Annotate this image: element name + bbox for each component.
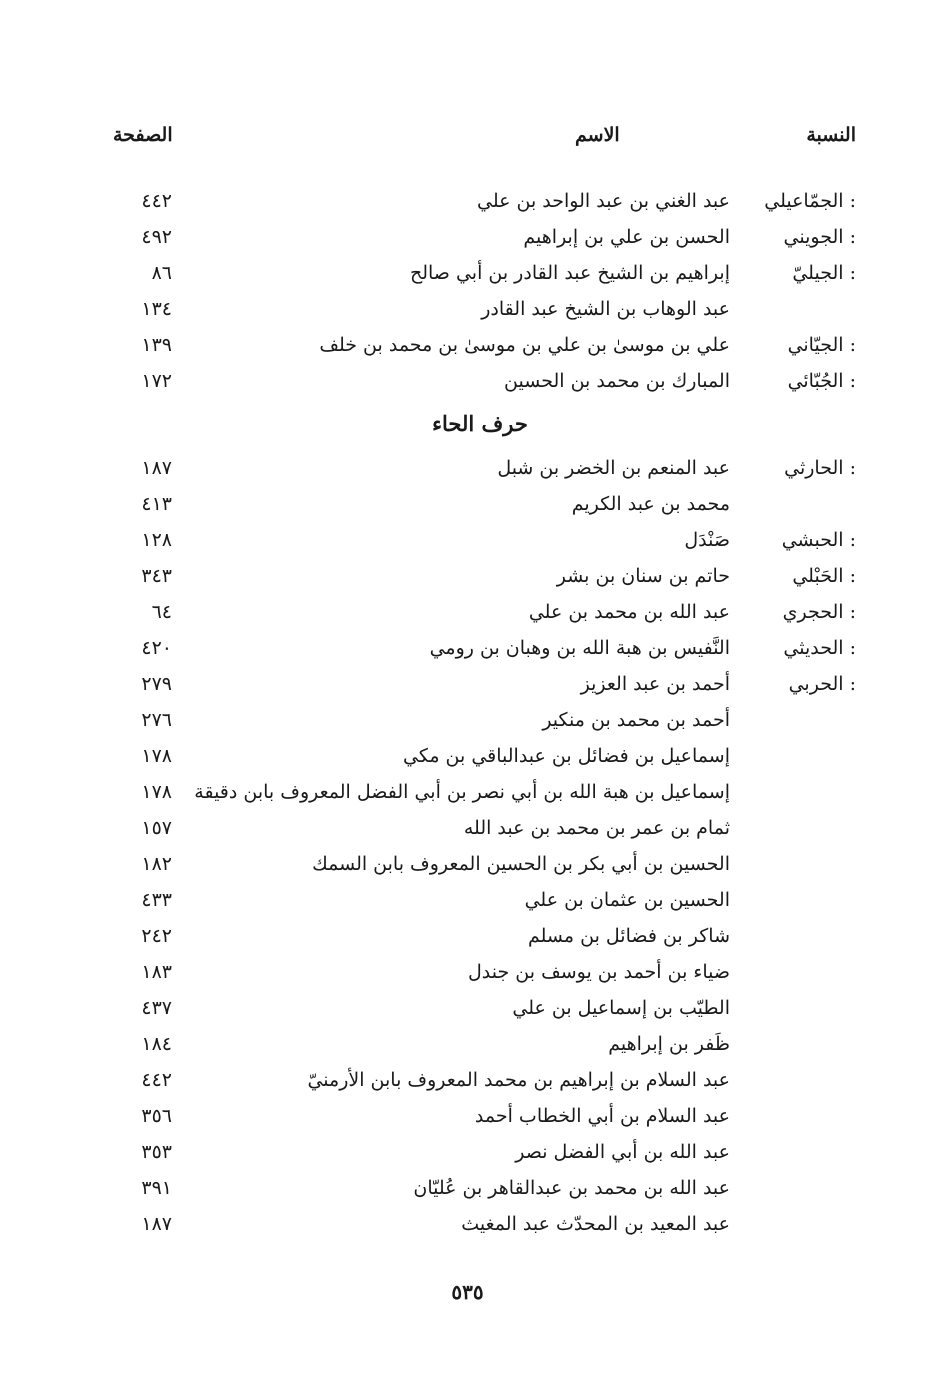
page-cell: ٣٥٦ (141, 1105, 172, 1127)
name-cell: صَنْدَل (684, 529, 730, 551)
page-cell: ٣٥٣ (141, 1141, 172, 1163)
page-cell: ٤٤٢ (141, 190, 172, 212)
page-cell: ٤٣٧ (141, 997, 172, 1019)
page-cell: ١٨٣ (141, 961, 172, 983)
page-cell: ٣٩١ (141, 1177, 172, 1199)
nisba-cell: الحَبْلي : (792, 565, 856, 587)
table-row (0, 738, 935, 774)
page-cell: ٢٧٩ (141, 673, 172, 695)
page-cell: ١٧٢ (141, 370, 172, 392)
nisba-cell: الحبشي : (781, 529, 856, 551)
table-row (0, 954, 935, 990)
page-cell: ٤٣٣ (141, 889, 172, 911)
name-cell: محمد بن عبد الكريم (571, 493, 730, 515)
table-row (0, 918, 935, 954)
name-cell: إسماعيل بن فضائل بن عبدالباقي بن مكي (402, 745, 730, 767)
nisba-cell: الحجري : (782, 601, 856, 623)
name-cell: عبد السلام بن أبي الخطاب أحمد (474, 1105, 730, 1127)
page-cell: ٤٤٢ (141, 1069, 172, 1091)
nisba-cell: الجُبّائي : (787, 370, 856, 392)
name-cell: الحسين بن أبي بكر بن الحسين المعروف بابن السمك (312, 853, 730, 875)
name-cell: الحسين بن عثمان بن علي (524, 889, 730, 911)
page-cell: ١٨٢ (141, 853, 172, 875)
table-row (0, 450, 935, 486)
name-cell: عبد المعيد بن المحدّث عبد المغيث (461, 1213, 730, 1235)
table-row (0, 363, 935, 399)
table-row (0, 183, 935, 219)
page-number: ٥٣٥ (451, 1280, 484, 1304)
name-cell: عبد الوهاب بن الشيخ عبد القادر (481, 298, 730, 320)
page-cell: ٤٩٢ (141, 226, 172, 248)
name-cell: علي بن موسىٰ بن علي بن موسىٰ بن محمد بن خلف (319, 334, 730, 356)
table-row (0, 702, 935, 738)
entries-top (0, 183, 935, 399)
name-cell: شاكر بن فضائل بن مسلم (528, 925, 730, 947)
name-cell: إسماعيل بن هبة الله بن أبي نصر بن أبي الفضل المعروف بابن دقيقة (194, 781, 730, 803)
name-cell: ثمام بن عمر بن محمد بن عبد الله (463, 817, 730, 839)
table-row (0, 219, 935, 255)
section-title: حرف الحاء (432, 411, 528, 436)
header-page: الصفحة (113, 124, 173, 146)
nisba-cell: الحارثي : (784, 457, 856, 479)
page-cell: ٢٤٢ (141, 925, 172, 947)
table-row (0, 810, 935, 846)
table-row (0, 990, 935, 1026)
table-row (0, 1062, 935, 1098)
name-cell: أحمد بن عبد العزيز (580, 673, 730, 695)
page-cell: ٤٢٠ (141, 637, 172, 659)
page-cell: ١٨٧ (141, 457, 172, 479)
name-cell: الحسن بن علي بن إبراهيم (523, 226, 730, 248)
table-row (0, 255, 935, 291)
table-row (0, 1134, 935, 1170)
table-row (0, 1098, 935, 1134)
page-cell: ١٨٤ (141, 1033, 172, 1055)
name-cell: المبارك بن محمد بن الحسين (504, 370, 730, 392)
name-cell: عبد المنعم بن الخضر بن شبل (497, 457, 730, 479)
page-cell: ٣٤٣ (141, 565, 172, 587)
table-row (0, 1170, 935, 1206)
table-row (0, 846, 935, 882)
table-row (0, 882, 935, 918)
page-cell: ٤١٣ (141, 493, 172, 515)
page-cell: ١٧٨ (141, 745, 172, 767)
entries-bottom (0, 450, 935, 1242)
table-row (0, 522, 935, 558)
name-cell: عبد الغني بن عبد الواحد بن علي (477, 190, 730, 212)
name-cell: عبد الله بن أبي الفضل نصر (515, 1141, 730, 1163)
table-row (0, 594, 935, 630)
table-row (0, 630, 935, 666)
name-cell: عبد الله بن محمد بن عبدالقاهر بن عُليّان (413, 1177, 730, 1199)
page-cell: ٢٧٦ (141, 709, 172, 731)
table-row (0, 774, 935, 810)
table-row (0, 486, 935, 522)
header-nisba: النسبة (806, 124, 856, 146)
table-row (0, 1206, 935, 1242)
name-cell: عبد الله بن محمد بن علي (528, 601, 730, 623)
name-cell: الطيّب بن إسماعيل بن علي (512, 997, 730, 1019)
page-cell: ١٢٨ (141, 529, 172, 551)
table-header (0, 124, 935, 160)
page-cell: ١٧٨ (141, 781, 172, 803)
name-cell: إبراهيم بن الشيخ عبد القادر بن أبي صالح (409, 262, 730, 284)
name-cell: أحمد بن محمد بن منكير (542, 709, 730, 731)
nisba-cell: الجويني : (783, 226, 856, 248)
table-row (0, 666, 935, 702)
page-cell: ١٨٧ (141, 1213, 172, 1235)
nisba-cell: الحربي : (788, 673, 856, 695)
nisba-cell: الجيّاني : (787, 334, 856, 356)
page-cell: ١٥٧ (141, 817, 172, 839)
table-row (0, 327, 935, 363)
name-cell: ضياء بن أحمد بن يوسف بن جندل (467, 961, 730, 983)
table-row (0, 558, 935, 594)
nisba-cell: الجمّاعيلي : (764, 190, 856, 212)
nisba-cell: الحديثي : (783, 637, 856, 659)
name-cell: حاتم بن سنان بن بشر (556, 565, 730, 587)
nisba-cell: الجيليّ : (792, 262, 856, 284)
table-row (0, 1026, 935, 1062)
page-cell: ٨٦ (151, 262, 172, 284)
name-cell: ظَفر بن إبراهيم (608, 1033, 730, 1055)
page-cell: ١٣٩ (141, 334, 172, 356)
name-cell: النَّفيس بن هبة الله بن وهبان بن رومي (429, 637, 730, 659)
section-heading (0, 398, 935, 450)
name-cell: عبد السلام بن إبراهيم بن محمد المعروف بابن الأرمنيّ (307, 1069, 730, 1091)
header-name: الاسم (575, 124, 620, 146)
page-cell: ٦٤ (151, 601, 172, 623)
table-row (0, 291, 935, 327)
page-cell: ١٣٤ (141, 298, 172, 320)
